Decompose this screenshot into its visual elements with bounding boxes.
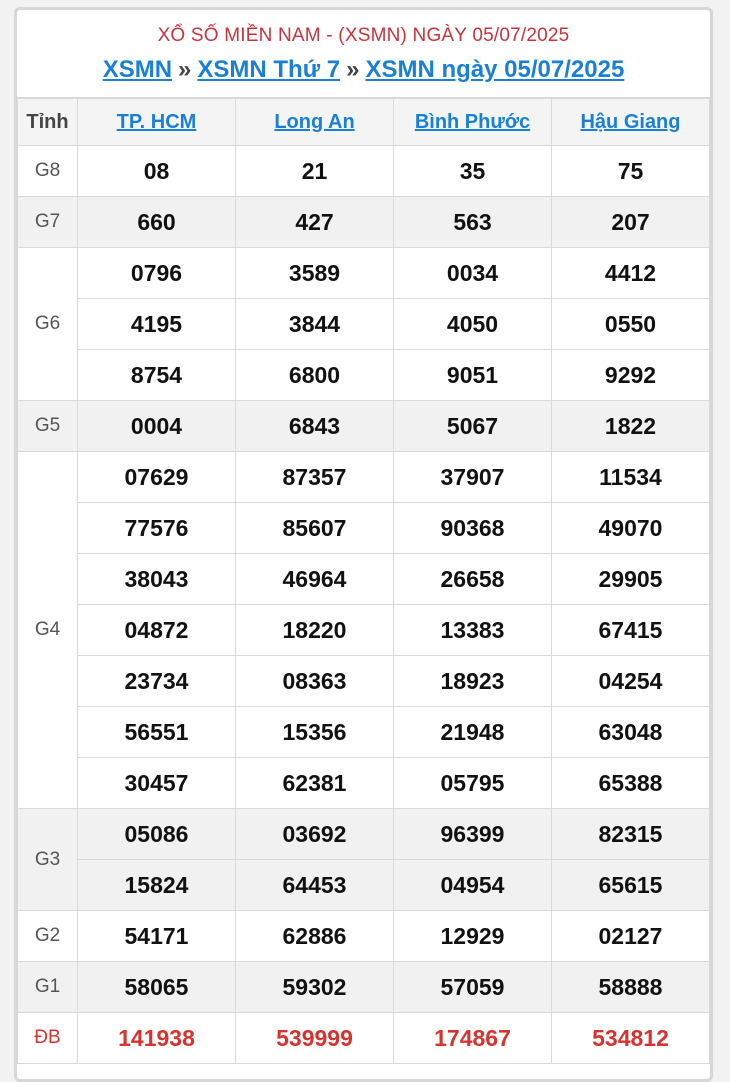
prize-number: 21948 — [394, 707, 552, 758]
prize-number: 6843 — [236, 401, 394, 452]
table-row — [18, 962, 710, 1013]
prize-label: G8 — [18, 146, 78, 197]
table-row — [18, 911, 710, 962]
prize-number: 58888 — [552, 962, 710, 1013]
prize-number: 534812 — [552, 1013, 710, 1064]
prize-label: G2 — [18, 911, 78, 962]
prize-number: 11534 — [552, 452, 710, 503]
breadcrumb-separator: » — [178, 56, 192, 83]
prize-number: 30457 — [78, 758, 236, 809]
column-header — [552, 99, 710, 146]
breadcrumb-separator: » — [346, 56, 360, 83]
prize-number: 15824 — [78, 860, 236, 911]
prize-number: 37907 — [394, 452, 552, 503]
prize-label: G3 — [18, 809, 78, 911]
table-row — [18, 401, 710, 452]
province-link-hau-giang[interactable]: Hậu Giang — [580, 110, 681, 133]
table-header-row — [18, 99, 710, 146]
prize-number: 49070 — [552, 503, 710, 554]
prize-number: 54171 — [78, 911, 236, 962]
prize-number: 57059 — [394, 962, 552, 1013]
province-link-tp-hcm[interactable]: TP. HCM — [116, 110, 197, 133]
prize-number: 63048 — [552, 707, 710, 758]
prize-label: ĐB — [18, 1013, 78, 1064]
prize-number: 85607 — [236, 503, 394, 554]
prize-number: 46964 — [236, 554, 394, 605]
table-row — [18, 248, 710, 299]
prize-number: 08363 — [236, 656, 394, 707]
province-link-binh-phuoc[interactable]: Bình Phước — [414, 110, 531, 133]
prize-number: 03692 — [236, 809, 394, 860]
table-row — [18, 197, 710, 248]
prize-number: 64453 — [236, 860, 394, 911]
prize-number: 23734 — [78, 656, 236, 707]
prize-number: 90368 — [394, 503, 552, 554]
prize-number: 0004 — [78, 401, 236, 452]
prize-number: 13383 — [394, 605, 552, 656]
table-row — [18, 503, 710, 554]
page-title: XỔ SỐ MIỀN NAM - (XSMN) NGÀY 05/07/2025 — [157, 25, 570, 46]
prize-number: 9292 — [552, 350, 710, 401]
prize-number: 18923 — [394, 656, 552, 707]
prize-number: 65615 — [552, 860, 710, 911]
prize-number: 82315 — [552, 809, 710, 860]
table-row — [18, 860, 710, 911]
prize-number: 02127 — [552, 911, 710, 962]
prize-number: 12929 — [394, 911, 552, 962]
province-link-long-an[interactable]: Long An — [274, 110, 355, 133]
prize-number: 660 — [78, 197, 236, 248]
prize-number: 38043 — [78, 554, 236, 605]
prize-number: 26658 — [394, 554, 552, 605]
prize-number: 62886 — [236, 911, 394, 962]
breadcrumb — [17, 56, 710, 84]
prize-number: 15356 — [236, 707, 394, 758]
prize-number: 59302 — [236, 962, 394, 1013]
prize-number: 05086 — [78, 809, 236, 860]
table-row — [18, 707, 710, 758]
prize-number: 539999 — [236, 1013, 394, 1064]
prize-number: 0796 — [78, 248, 236, 299]
prize-number: 87357 — [236, 452, 394, 503]
table-row — [18, 299, 710, 350]
prize-number: 141938 — [78, 1013, 236, 1064]
prize-label: G5 — [18, 401, 78, 452]
prize-number: 4412 — [552, 248, 710, 299]
table-row — [18, 350, 710, 401]
breadcrumb-link-xsmn-date[interactable]: XSMN ngày 05/07/2025 — [365, 56, 625, 83]
prize-number: 29905 — [552, 554, 710, 605]
table-row — [18, 554, 710, 605]
prize-number: 4050 — [394, 299, 552, 350]
prize-number: 207 — [552, 197, 710, 248]
table-row — [18, 605, 710, 656]
prize-number: 05795 — [394, 758, 552, 809]
column-header — [236, 99, 394, 146]
breadcrumb-link-xsmn[interactable]: XSMN — [102, 56, 173, 83]
prize-number: 5067 — [394, 401, 552, 452]
prize-number: 35 — [394, 146, 552, 197]
prize-number: 04254 — [552, 656, 710, 707]
prize-number: 04954 — [394, 860, 552, 911]
prize-number: 56551 — [78, 707, 236, 758]
table-row — [18, 656, 710, 707]
prize-number: 67415 — [552, 605, 710, 656]
prize-number: 08 — [78, 146, 236, 197]
prize-number: 0550 — [552, 299, 710, 350]
prize-number: 3844 — [236, 299, 394, 350]
column-header — [78, 99, 236, 146]
table-row — [18, 1013, 710, 1064]
prize-number: 8754 — [78, 350, 236, 401]
results-body — [18, 146, 710, 1064]
prize-number: 9051 — [394, 350, 552, 401]
prize-label: G1 — [18, 962, 78, 1013]
prize-number: 75 — [552, 146, 710, 197]
prize-number: 1822 — [552, 401, 710, 452]
prize-number: 4195 — [78, 299, 236, 350]
results-header — [17, 10, 710, 98]
prize-number: 174867 — [394, 1013, 552, 1064]
table-row — [18, 809, 710, 860]
prize-number: 77576 — [78, 503, 236, 554]
prize-label: G4 — [18, 452, 78, 809]
prize-number: 0034 — [394, 248, 552, 299]
prize-number: 18220 — [236, 605, 394, 656]
column-header-province: Tỉnh — [18, 99, 78, 146]
prize-number: 563 — [394, 197, 552, 248]
results-table — [17, 98, 710, 1064]
prize-number: 427 — [236, 197, 394, 248]
results-card — [14, 7, 713, 1082]
prize-number: 21 — [236, 146, 394, 197]
breadcrumb-link-xsmn-thu-7[interactable]: XSMN Thứ 7 — [197, 56, 341, 83]
prize-number: 07629 — [78, 452, 236, 503]
prize-label: G6 — [18, 248, 78, 401]
prize-number: 6800 — [236, 350, 394, 401]
prize-number: 58065 — [78, 962, 236, 1013]
prize-number: 3589 — [236, 248, 394, 299]
prize-number: 04872 — [78, 605, 236, 656]
table-row — [18, 146, 710, 197]
prize-label: G7 — [18, 197, 78, 248]
prize-number: 96399 — [394, 809, 552, 860]
prize-number: 62381 — [236, 758, 394, 809]
table-row — [18, 758, 710, 809]
table-row — [18, 452, 710, 503]
prize-number: 65388 — [552, 758, 710, 809]
column-header — [394, 99, 552, 146]
